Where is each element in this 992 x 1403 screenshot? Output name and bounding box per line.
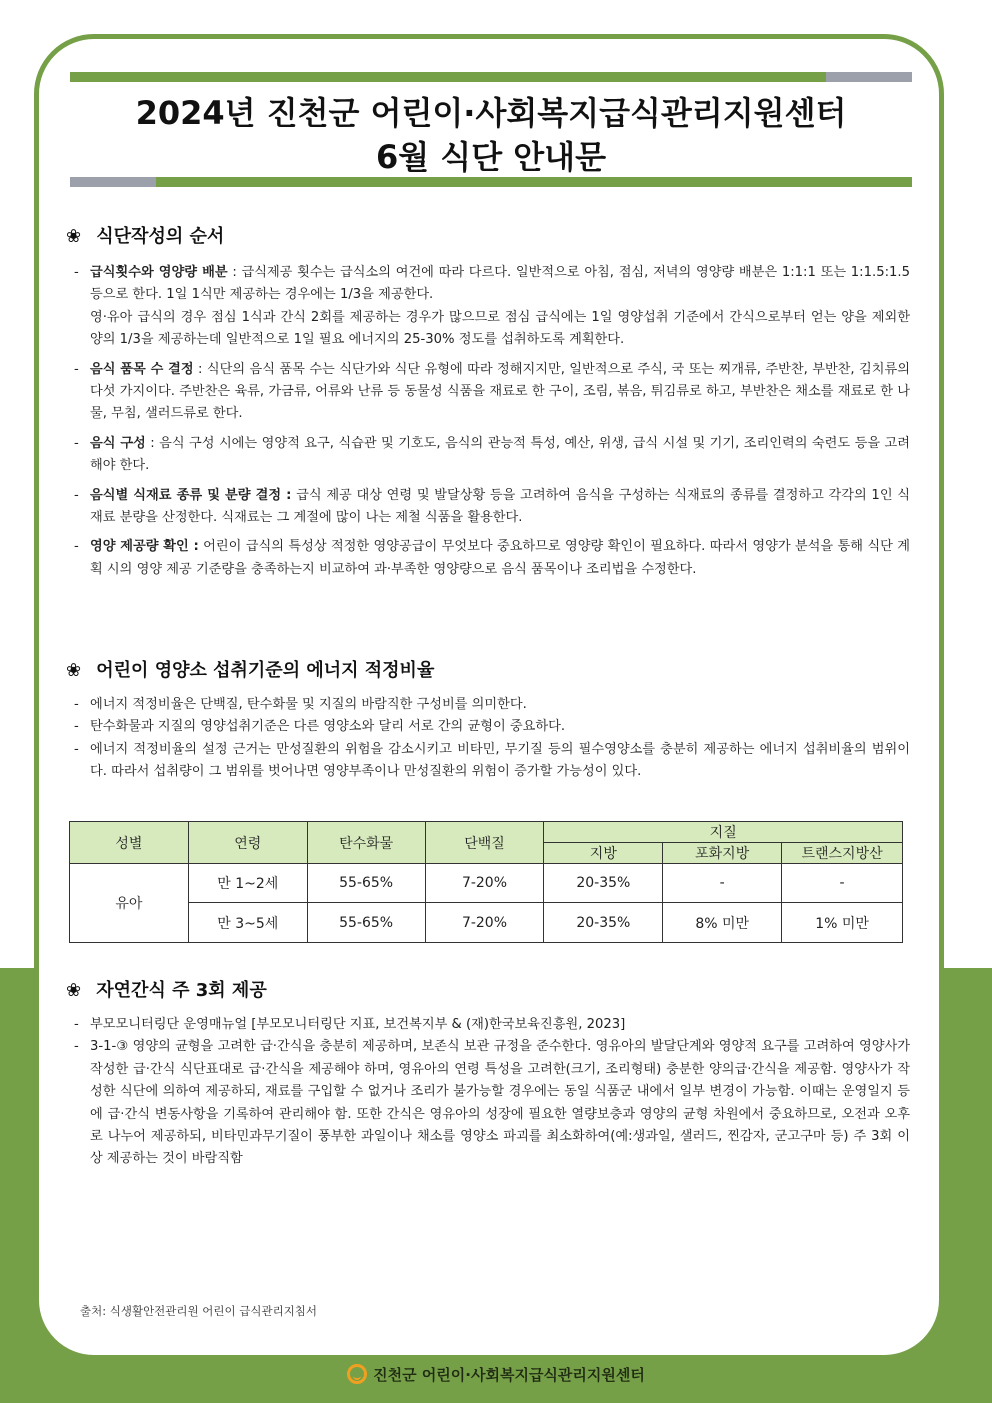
list-item: - 음식별 식재료 종류 및 분량 결정 : 급식 제공 대상 연령 및 발달상황 등을 고려하여 음식을 구성하는 식재료의 종류를 결정하고 각각의 1인 식재료 분량을 산정한다. 식재료는 그 계절에 많이 나는 제철 식품을 활용한다.: [74, 487, 910, 526]
item-term: 음식별 식재료 종류 및 분량 결정 :: [90, 487, 292, 503]
table-subheader-fat: 지방: [544, 843, 663, 864]
table-cell-group: 유아: [70, 864, 189, 943]
table-cell: 55-65%: [307, 903, 425, 943]
section1-list: [72, 262, 910, 588]
table-header-age: 연령: [188, 822, 307, 864]
section2-heading: [66, 656, 434, 682]
item-term: 음식 품목 수 결정: [90, 361, 194, 377]
list-item: - 음식 구성 : 음식 구성 시에는 영양적 요구, 식습관 및 기호도, 음식의 관능적 특성, 예산, 위생, 급식 시설 및 기기, 조리인력의 숙련도 등을 고려해야 한다.: [74, 435, 910, 474]
item-text: 부모모니터링단 운영매뉴얼 [부모모니터링단 지표, 보건복지부 & (재)한국보육진흥원, 2023]: [90, 1017, 626, 1032]
list-item: [72, 307, 910, 352]
table-subheader-trans: 트랜스지방산: [782, 843, 903, 864]
smile-logo-icon: [347, 1364, 367, 1384]
table-cell: 만 3~5세: [188, 903, 307, 943]
list-item: - 3-1-③ 영양의 균형을 고려한 급·간식을 충분히 제공하며, 보존식 보관 규정을 준수한다. 영유아의 발달단계와 영양적 요구를 고려하여 영양사가 작성한 급·간식 식단표대로 급·간식을 제공해야 하며, 영유아의 연령 특성을 고려한(크기, 조리형태) 충분한 양의급·간식을 제공함. 영양사가 작성한 식단에 의하여 제공하되, 재료를 구입할 수 없거나 조리가 불가능할 경우에는 동일 식품군 내에서 일부 변경이 가능함. 이때는 운영일지 등에 급·간식 변동사항을 기록하여 관리해야 함. 또한 간식은 영유아의 성장에 필요한 열량보충과 영양의 균형 차원에서 중요하므로, 오전과 오후로 나누어 제공하되, 비타민과무기질이 풍부한 과일이나 채소를 영양소 파괴를 최소화하여(예:생과일, 샐러드, 찐감자, 군고구마 등) 주 3회 이상 제공하는 것이 바람직함: [74, 1039, 910, 1167]
section1-heading: [66, 222, 224, 248]
list-item: - 에너지 적정비율은 단백질, 탄수화물 및 지질의 바람직한 구성비를 의미한다.: [74, 697, 527, 712]
flower-icon: ❀: [66, 660, 82, 681]
table-header-protein: 단백질: [425, 822, 544, 864]
item-text: 탄수화물과 지질의 영양섭취기준은 다른 영양소와 달리 서로 간의 균형이 중요하다.: [90, 719, 566, 735]
table-cell: 7-20%: [425, 903, 544, 943]
list-item: - 음식 품목 수 결정 : 식단의 음식 품목 수는 식단가와 식단 유형에 따라 정해지지만, 일반적으로 주식, 국 또는 찌개류, 주반찬, 부반찬, 김치류의 다섯 가지이다. 주반찬은 육류, 가금류, 어류와 난류 등 동물성 식품을 재료로 한 구이, 조림, 볶음, 튀김류로 하고, 부반찬은 채소를 재료로 한 나물, 무침, 샐러드류로 한다.: [74, 361, 910, 422]
page-title-line2: 6월 식단 안내문: [375, 138, 607, 176]
item-text: 에너지 적정비율은 단백질, 탄수화물 및 지질의 바람직한 구성비를 의미한다.: [90, 697, 527, 712]
flower-icon: ❀: [66, 980, 82, 1001]
table-cell: 1% 미만: [782, 903, 903, 943]
section3-heading-text: 자연간식 주 3회 제공: [96, 980, 267, 1001]
section3-heading: [66, 976, 267, 1002]
section1-heading-text: 식단작성의 순서: [96, 226, 225, 247]
section2-heading-text: 어린이 영양소 섭취기준의 에너지 적정비율: [96, 660, 435, 681]
item-text: 에너지 적정비율의 설정 근거는 만성질환의 위험을 감소시키고 비타민, 무기질 등의 필수영양소를 충분히 제공하는 에너지 섭취비율의 범위이다. 따라서 섭취량이 그 범위를 벗어나면 영양부족이나 만성질환의 위험이 증가할 가능성이 있다.: [90, 741, 910, 780]
top-bar-gray: [826, 72, 912, 82]
energy-ratio-table: [69, 821, 903, 943]
table-row: [70, 864, 903, 903]
source-note: 출처: 식생활안전관리원 어린이 급식관리지침서: [80, 1304, 318, 1318]
item-text: : 식단의 음식 품목 수는 식단가와 식단 유형에 따라 정해지지만, 일반적으로 주식, 국 또는 찌개류, 주반찬, 부반찬, 김치류의 다섯 가지이다. 주반찬은 육류, 가금류, 어류와 난류 등 동물성 식품을 재료로 한 구이, 조림, 볶음, 튀김류로 하고, 부반찬은 채소를 재료로 한 나물, 무침, 샐러드류로 한다.: [90, 361, 910, 422]
table-header-carb: 탄수화물: [307, 822, 425, 864]
table-header-sex: 성별: [70, 822, 189, 864]
table-cell: -: [782, 864, 903, 903]
title-bar-green: [156, 177, 912, 187]
footer: [0, 1364, 992, 1385]
list-item: - 급식횟수와 영양량 배분 : 급식제공 횟수는 급식소의 여건에 따라 다르다. 일반적으로 아침, 점심, 저녁의 영양량 배분은 1:1:1 또는 1:1.5:1.5 등으로 한다. 1일 1식만 제공하는 경우에는 1/3을 제공한다.: [74, 265, 910, 303]
table-cell: 20-35%: [544, 903, 663, 943]
item-text: : 급식제공 횟수는 급식소의 여건에 따라 다르다. 일반적으로 아침, 점심, 저녁의 영양량 배분은 1:1:1 또는 1:1.5:1.5 등으로 한다. 1일 1식만 제공하는 경우에는 1/3을 제공한다.: [90, 265, 910, 303]
table-cell: 만 1~2세: [188, 864, 307, 903]
page-title-line1: 2024년 진천군 어린이·사회복지급식관리지원센터: [135, 94, 847, 132]
table-cell: 20-35%: [544, 864, 663, 903]
table-row: [70, 903, 903, 943]
item-term: 영양 제공량 확인 :: [90, 539, 199, 555]
table-cell: 55-65%: [307, 864, 425, 903]
list-item: - 탄수화물과 지질의 영양섭취기준은 다른 영양소와 달리 서로 간의 균형이 중요하다.: [74, 719, 566, 735]
top-bar-green: [70, 72, 826, 82]
item-term: 급식횟수와 영양량 배분: [90, 265, 228, 280]
item-text: 어린이 급식의 특성상 적정한 영양공급이 무엇보다 중요하므로 영양량 확인이 필요하다. 따라서 영양가 분석을 통해 식단 계획 시의 영양 제공 기준량을 충족하는지 비교하여 과·부족한 영양량으로 음식 품목이나 조리법을 수정한다.: [90, 539, 910, 577]
item-text: 영·유아 급식의 경우 점심 1식과 간식 2회를 제공하는 경우가 많으므로 점심 급식에는 1일 영양섭취 기준에서 간식으로부터 얻는 양을 제외한 양의 1/3을 제공하는데 일반적으로 1일 필요 에너지의 25-30% 정도를 섭취하도록 계획한다.: [90, 309, 910, 348]
table-cell: 8% 미만: [663, 903, 782, 943]
item-text: : 음식 구성 시에는 영양적 요구, 식습관 및 기호도, 음식의 관능적 특성, 예산, 위생, 급식 시설 및 기기, 조리인력의 숙련도 등을 고려해야 한다.: [90, 435, 910, 474]
item-text: 3-1-③ 영양의 균형을 고려한 급·간식을 충분히 제공하며, 보존식 보관 규정을 준수한다. 영유아의 발달단계와 영양적 요구를 고려하여 영양사가 작성한 급·간식 식단표대로 급·간식을 제공해야 하며, 영유아의 연령 특성을 고려한(크기, 조리형태) 충분한 양의급·간식을 제공함. 영양사가 작성한 식단에 의하여 제공하되, 재료를 구입할 수 없거나 조리가 불가능할 경우에는 동일 식품군 내에서 일부 변경이 가능함. 이때는 운영일지 등에 급·간식 변동사항을 기록하여 관리해야 함. 또한 간식은 영유아의 성장에 필요한 열량보충과 영양의 균형 차원에서 중요하므로, 오전과 오후로 나누어 제공하되, 비타민과무기질이 풍부한 과일이나 채소를 영양소 파괴를 최소화하여(예:생과일, 샐러드, 찐감자, 군고구마 등) 주 3회 이상 제공하는 것이 바람직함: [90, 1039, 910, 1167]
footer-text: 진천군 어린이·사회복지급식관리지원센터: [373, 1366, 645, 1384]
table-cell: 7-20%: [425, 864, 544, 903]
flower-icon: ❀: [66, 226, 82, 247]
table-subheader-saturated: 포화지방: [663, 843, 782, 864]
section2-list: [72, 694, 910, 784]
list-item: - 영양 제공량 확인 : 어린이 급식의 특성상 적정한 영양공급이 무엇보다 중요하므로 영양량 확인이 필요하다. 따라서 영양가 분석을 통해 식단 계획 시의 영양 제공 기준량을 충족하는지 비교하여 과·부족한 영양량으로 음식 품목이나 조리법을 수정한다.: [74, 539, 910, 577]
item-term: 음식 구성: [90, 435, 146, 451]
list-item: - 부모모니터링단 운영매뉴얼 [부모모니터링단 지표, 보건복지부 & (재)한국보육진흥원, 2023]: [74, 1017, 626, 1032]
item-text: 급식 제공 대상 연령 및 발달상황 등을 고려하여 음식을 구성하는 식재료의 종류를 결정하고 각각의 1인 식재료 분량을 산정한다. 식재료는 그 계절에 많이 나는 제철 식품을 활용한다.: [90, 487, 910, 526]
title-bar-gray: [70, 177, 156, 187]
table-header-lipid: 지질: [544, 822, 903, 843]
list-item: - 에너지 적정비율의 설정 근거는 만성질환의 위험을 감소시키고 비타민, 무기질 등의 필수영양소를 충분히 제공하는 에너지 섭취비율의 범위이다. 따라서 섭취량이 그 범위를 벗어나면 영양부족이나 만성질환의 위험이 증가할 가능성이 있다.: [74, 741, 910, 780]
section3-list: [72, 1014, 910, 1171]
table-cell: -: [663, 864, 782, 903]
